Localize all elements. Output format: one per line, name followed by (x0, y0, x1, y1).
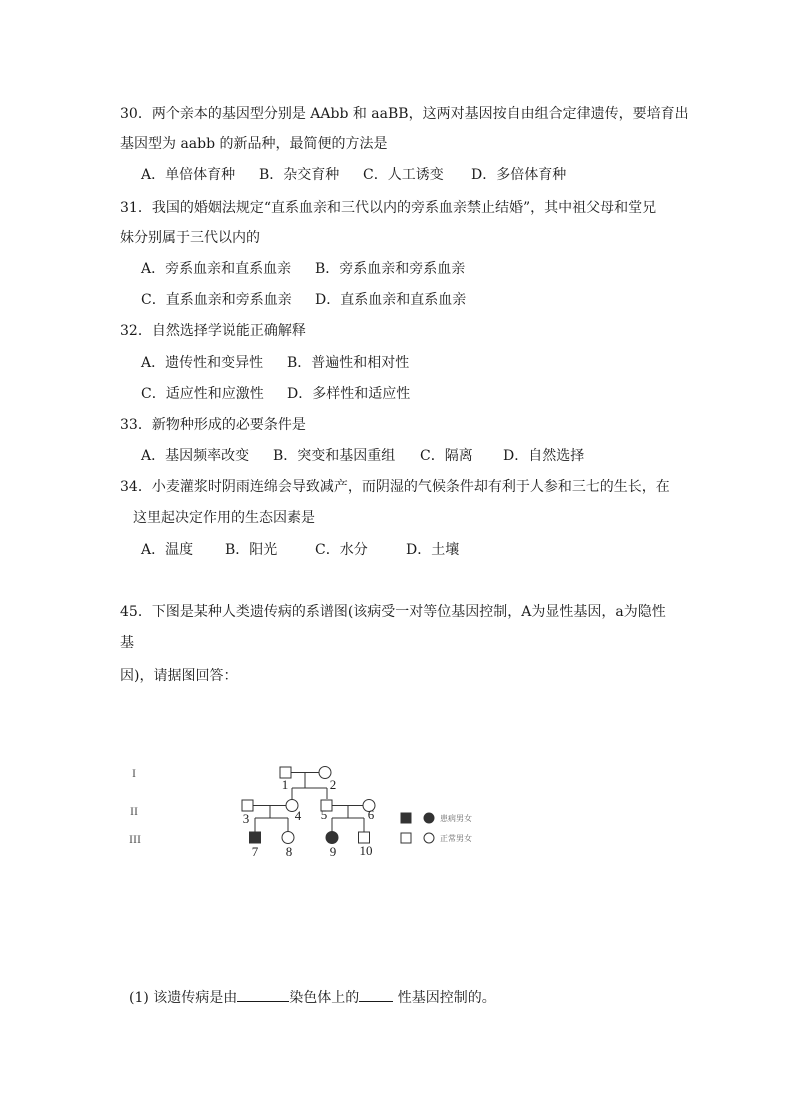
q34-option-a: A．温度 (141, 542, 194, 558)
q34-option-c: C．水分 (315, 542, 368, 558)
q33-option-a: A．基因频率改变 (141, 448, 250, 464)
q33-option-b: B．突变和基因重组 (273, 448, 396, 464)
q30-option-a: A．单倍体育种 (141, 167, 236, 183)
q31-stem-line2: 妹分别属于三代以内的 (120, 230, 260, 246)
q34-option-b: B．阳光 (225, 542, 278, 558)
generation-label-1: I (132, 766, 136, 780)
individual-number-6: 6 (367, 807, 375, 822)
individual-number-9: 9 (329, 844, 337, 859)
q31-option-c: C．直系血亲和旁系血亲 (141, 292, 292, 308)
q33-stem: 33．新物种形成的必要条件是 (120, 417, 306, 433)
individual-number-7: 7 (251, 844, 259, 859)
q45-stem-line3: 因)，请据图回答： (120, 668, 238, 684)
q31-option-a: A．旁系血亲和直系血亲 (141, 261, 292, 277)
q32-option-a: A．遗传性和变异性 (141, 355, 264, 371)
q30-stem-line2: 基因型为 aabb 的新品种，最简便的方法是 (120, 136, 388, 152)
individual-8-female-normal (282, 832, 294, 844)
legend-normal-female-symbol (424, 833, 434, 843)
individual-number-8: 8 (285, 844, 293, 859)
legend-affected-label: 患病男女 (440, 814, 472, 823)
q32-option-b: B．普遍性和相对性 (287, 355, 410, 371)
individual-3-male-normal (242, 800, 253, 811)
q33-option-d: D．自然选择 (503, 448, 585, 464)
q45-sub1-text-part1: (1) 该遗传病是由 (129, 990, 238, 1006)
q32-option-c: C．适应性和应激性 (141, 386, 264, 402)
answer-blank-2[interactable] (359, 987, 393, 1002)
individual-number-5: 5 (320, 807, 328, 822)
q45-stem-line1: 45．下图是某种人类遗传病的系谱图(该病受一对等位基因控制，A为显性基因，a为隐性 (120, 604, 666, 620)
legend-affected-female-symbol (424, 813, 434, 823)
q32-option-d: D．多样性和适应性 (287, 386, 411, 402)
q45-stem-line2: 基 (120, 635, 134, 651)
individual-number-3: 3 (242, 811, 250, 826)
individual-7-male-affected (250, 832, 261, 843)
individual-10-male-normal (359, 832, 370, 843)
q31-stem-line1: 31．我国的婚姻法规定“直系血亲和三代以内的旁系血亲禁止结婚”，其中祖父母和堂兄 (120, 200, 657, 216)
individual-number-1: 1 (281, 777, 289, 792)
individual-9-female-affected (326, 832, 338, 844)
q45-sub1-text-part2: 染色体上的 (289, 990, 360, 1006)
individual-number-10: 10 (359, 843, 373, 858)
q45-sub1-text-part3: 性基因控制的。 (393, 990, 496, 1006)
q33-option-c: C．隔离 (420, 448, 473, 464)
q34-stem-line2: 这里起决定作用的生态因素是 (133, 510, 315, 526)
legend-normal-label: 正常男女 (440, 834, 472, 843)
answer-blank-1[interactable] (237, 987, 289, 1002)
q45-subquestion-1 (129, 987, 496, 1008)
generation-label-3: III (129, 832, 141, 846)
q30-stem-line1: 30．两个亲本的基因型分别是 AAbb 和 aaBB，这两对基因按自由组合定律遗传，要培育出 (120, 106, 689, 122)
pedigree-diagram (120, 752, 500, 882)
q30-option-c: C．人工诱变 (363, 167, 444, 183)
q30-option-d: D．多倍体育种 (471, 167, 567, 183)
individual-number-4: 4 (294, 808, 302, 823)
legend-affected-male-symbol (401, 813, 411, 823)
generation-label-2: II (130, 804, 138, 818)
q32-stem: 32．自然选择学说能正确解释 (120, 323, 306, 339)
legend-normal-male-symbol (401, 833, 411, 843)
q31-option-d: D．直系血亲和直系血亲 (315, 292, 467, 308)
q34-stem-line1: 34．小麦灌浆时阴雨连绵会导致减产，而阴湿的气候条件却有利于人参和三七的生长，在 (120, 479, 670, 495)
individual-number-2: 2 (329, 777, 337, 792)
q34-option-d: D．土壤 (406, 542, 460, 558)
q31-option-b: B．旁系血亲和旁系血亲 (315, 261, 466, 277)
q30-option-b: B．杂交育种 (259, 167, 340, 183)
